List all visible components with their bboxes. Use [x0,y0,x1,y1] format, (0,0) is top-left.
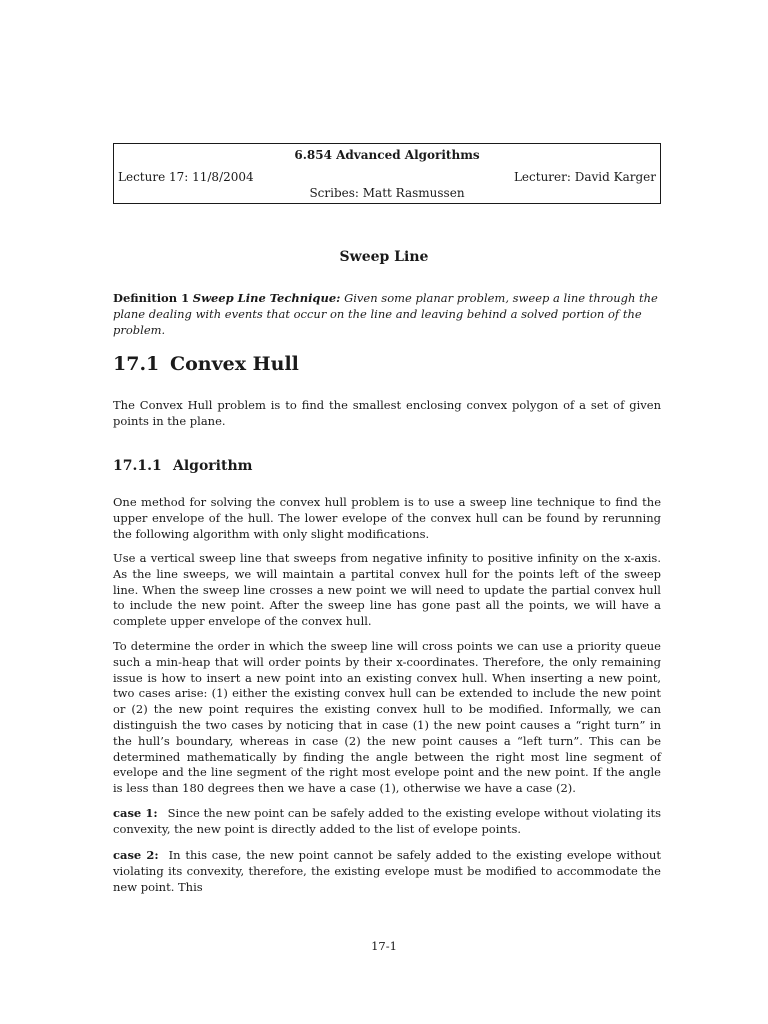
case-2-paragraph [113,848,661,895]
scribes-info: Scribes: Matt Rasmussen [309,186,465,200]
case-1-paragraph [113,806,661,838]
page-title: Sweep Line [339,249,429,265]
section-intro-paragraph: The Convex Hull problem is to find the smallest enclosing convex polygon of a set of given points in the plane. [113,398,661,428]
section-heading [113,353,299,375]
case-2-label: case 2: [113,848,159,862]
definition-block [113,290,661,338]
lecture-info: Lecture 17: 11/8/2004 [118,170,254,184]
page-number: 17-1 [371,939,397,953]
case-2-text: In this case, the new point cannot be safely added to the existing evelope without violating its convexity, therefore, the existing evelope must be modified to accommodate the new point. This [113,848,662,894]
section-title: Convex Hull [170,353,299,375]
paragraph-3: To determine the order in which the sweep line will cross points we can use a priority queue such a min-heap that will order points by their x-coordinates. Therefore, the only remaining issue is how to insert a new point into an existing convex hull. When inserting a new point, two cases arise: (1) either the existing convex hull can be extended to include the new point or (2) the new point requires the existing convex hull to be modified. Informally, we can distinguish the two cases by noticing that in case (1) the new point causes a “right turn” in the hull’s boundary, whereas in case (2) the new point causes a “left turn”. This can be determined mathematically by finding the angle between the right most line segment of evelope and the line segment of the right most evelope point and the new point. If the angle is less than 180 degrees then we have a case (1), otherwise we have a case (2). [113,639,661,796]
definition-label: Definition 1 [113,291,190,305]
definition-text: Given some planar problem, sweep a line through the plane dealing with events that occur on the line and leaving behind a solved portion of the problem. [113,291,658,337]
lecturer-name: Lecturer: David Karger [513,170,656,184]
subsection-heading [113,458,252,474]
subsection-title: Algorithm [173,458,253,474]
case-1-label: case 1: [113,806,158,820]
paragraph-2: Use a vertical sweep line that sweeps from negative infinity to positive infinity on the x-axis. As the line sweeps, we will maintain a partital convex hull for the points left of the sweep line. When the sweep line crosses a new point we will need to update the partial convex hull to include the new point. After the sweep line has gone past all the points, we will have a complete upper envelope of the convex hull. [113,551,661,629]
definition-name: Sweep Line Technique: [192,291,341,305]
course-title: 6.854 Advanced Algorithms [294,148,480,162]
lecture-header-box [113,143,661,204]
paragraph-1: One method for solving the convex hull problem is to use a sweep line technique to find the upper envelope of the hull. The lower evelope of the convex hull can be found by rerunning the following algorithm with only slight modifications. [113,495,661,541]
section-number: 17.1 [113,353,160,375]
subsection-number: 17.1.1 [113,458,162,474]
case-1-text: Since the new point can be safely added to the existing evelope without violating its convexity, the new point is directly added to the list of evelope points. [113,806,661,836]
